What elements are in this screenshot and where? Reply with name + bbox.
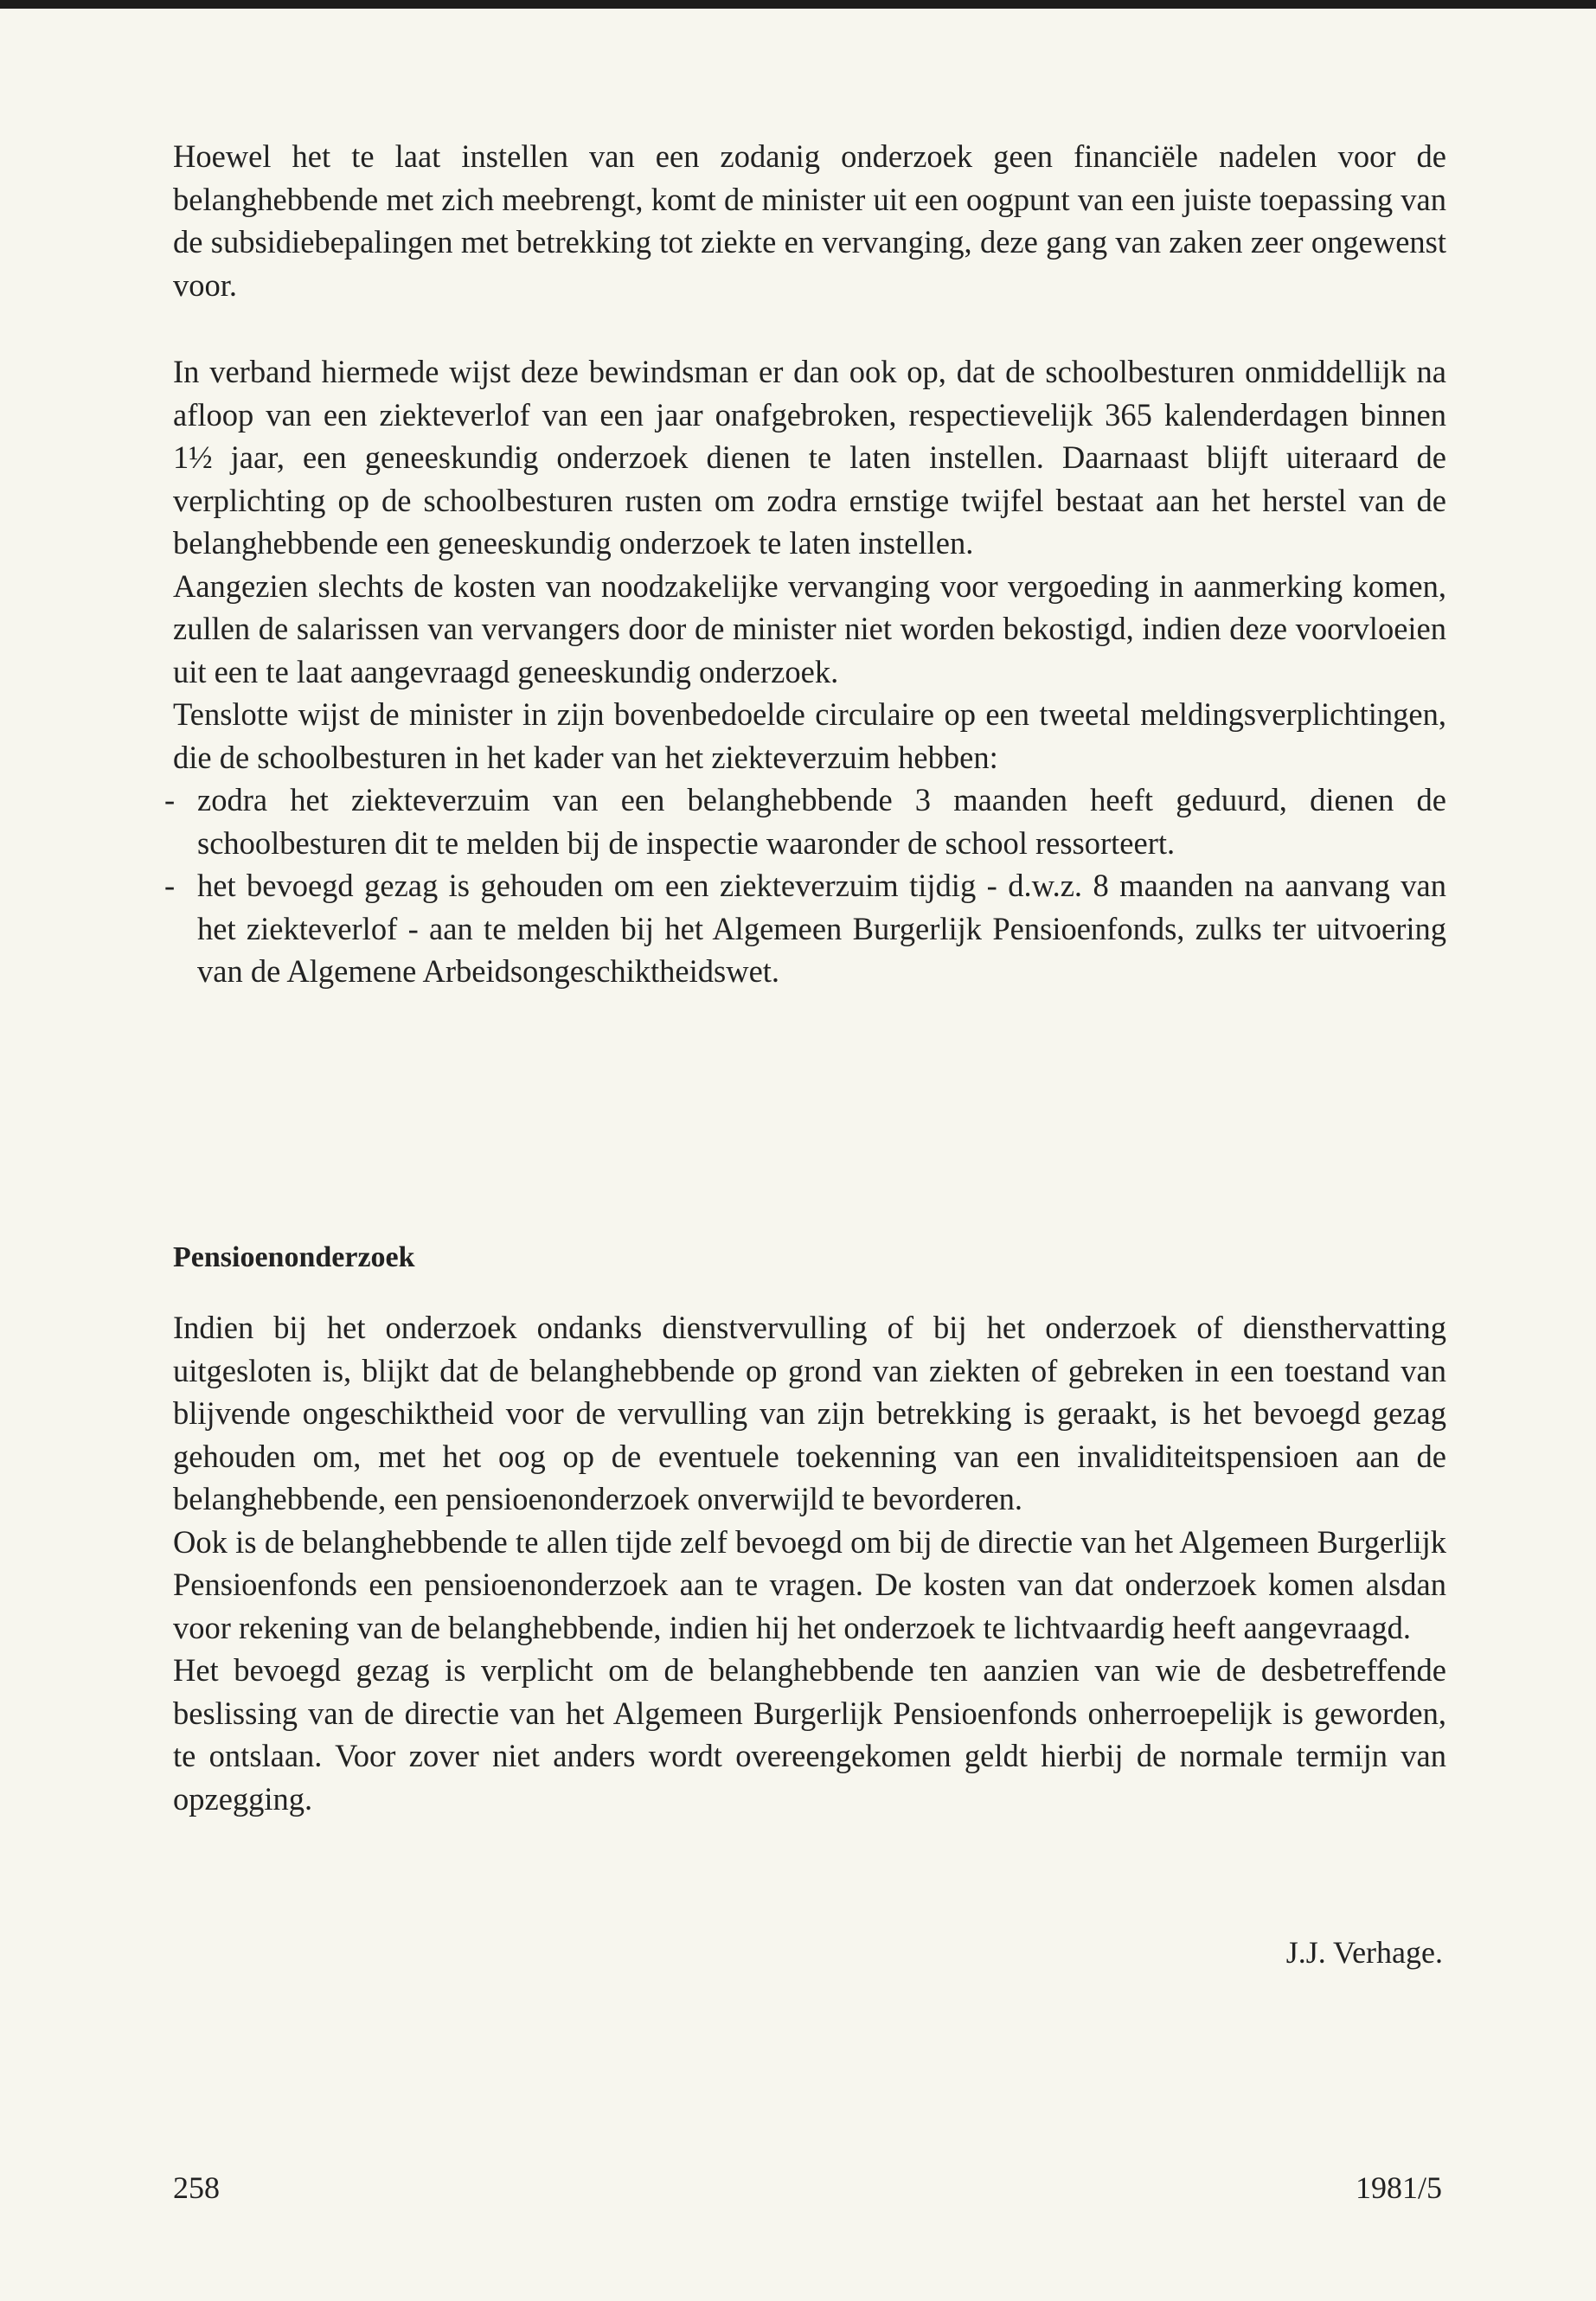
- section-heading: Pensioenonderzoek: [173, 1241, 415, 1273]
- sick-leave-block: [164, 350, 1446, 993]
- pension-block: [173, 1306, 1446, 1820]
- reporting-obligations-list: [164, 779, 1446, 993]
- issue-number: 1981/5: [1355, 2170, 1442, 2205]
- list-item: [164, 864, 1446, 993]
- paragraph-3a: Indien bij het onderzoek ondanks dienstvervulling of bij het onderzoek of diensthervatting uitgesloten is, blijkt dat de belanghebbende op grond van ziekten of gebreken in een toestand van blijvende ongeschiktheid voor de vervulling van zijn betrekking is geraakt, is het bevoegd gezag gehouden om, met het oog op de eventuele toekenning van een invaliditeitspensioen aan de belanghebbende, een pensioenonderzoek onverwijld te bevorderen.: [173, 1310, 1446, 1516]
- paragraph-2a: In verband hiermede wijst deze bewindsman er dan ook op, dat de schoolbesturen onmiddellijk na afloop van een ziekteverlof van een jaar onafgebroken, respectievelijk 365 kalenderdagen binnen 1½ jaar, een geneeskundig onderzoek dienen te laten instellen. Daarnaast blijft uiteraard de verplichting op de schoolbesturen rusten om zodra ernstige twijfel bestaat aan het herstel van de belanghebbende een geneeskundig onderzoek te laten instellen.: [173, 354, 1446, 561]
- intro-block: [173, 135, 1446, 306]
- paragraph-3b: Ook is de belanghebbende te allen tijde zelf bevoegd om bij de directie van het Algemeen Burgerlijk Pensioenfonds een pensioenonderzoek aan te vragen. De kosten van dat onderzoek komen alsdan voor rekening van de belanghebbende, indien hij het onderzoek te lichtvaardig heeft aangevraagd.: [173, 1523, 1446, 1645]
- paragraph-3c: Het bevoegd gezag is verplicht om de belanghebbende ten aanzien van wie de desbetreffende beslissing van de directie van het Algemeen Burgerlijk Pensioenfonds onherroepelijk is geworden, te ontslaan. Voor zover niet anders wordt overeengekomen geldt hierbij de normale termijn van opzegging.: [173, 1652, 1446, 1817]
- list-dash: -: [164, 782, 176, 817]
- page-number: 258: [173, 2170, 220, 2205]
- paragraph-2b: Aangezien slechts de kosten van noodzakelijke vervanging voor vergoeding in aanmerking komen, zullen de salarissen van vervangers door de minister niet worden bekostigd, indien deze voorvloeien uit een te laat aangevraagd geneeskundig onderzoek.: [173, 567, 1446, 689]
- signature: J.J. Verhage.: [1285, 1935, 1443, 1970]
- scan-edge-bar: [0, 0, 1596, 9]
- list-item: [164, 779, 1446, 864]
- list-item-text: het bevoegd gezag is gehouden om een ziekteverzuim tijdig - d.w.z. 8 maanden na aanvang van het ziekteverlof - aan te melden bij het Algemeen Burgerlijk Pensioenfonds, zulks ter uitvoering van de Algemene Arbeidsongeschiktheidswet.: [197, 868, 1446, 989]
- list-dash: -: [164, 868, 176, 903]
- list-item-text: zodra het ziekteverzuim van een belanghebbende 3 maanden heeft geduurd, dienen de schoolbesturen dit te melden bij de inspectie waaronder de school ressorteert.: [197, 782, 1446, 861]
- paragraph-1: Hoewel het te laat instellen van een zodanig onderzoek geen financiële nadelen voor de belanghebbende met zich meebrengt, komt de minister uit een oogpunt van een juiste toepassing van de subsidiebepalingen met betrekking tot ziekte en vervanging, deze gang van zaken zeer ongewenst voor.: [173, 138, 1446, 303]
- paragraph-2c: Tenslotte wijst de minister in zijn bovenbedoelde circulaire op een tweetal meldingsverplichtingen, die de schoolbesturen in het kader van het ziekteverzuim hebben:: [173, 696, 1446, 775]
